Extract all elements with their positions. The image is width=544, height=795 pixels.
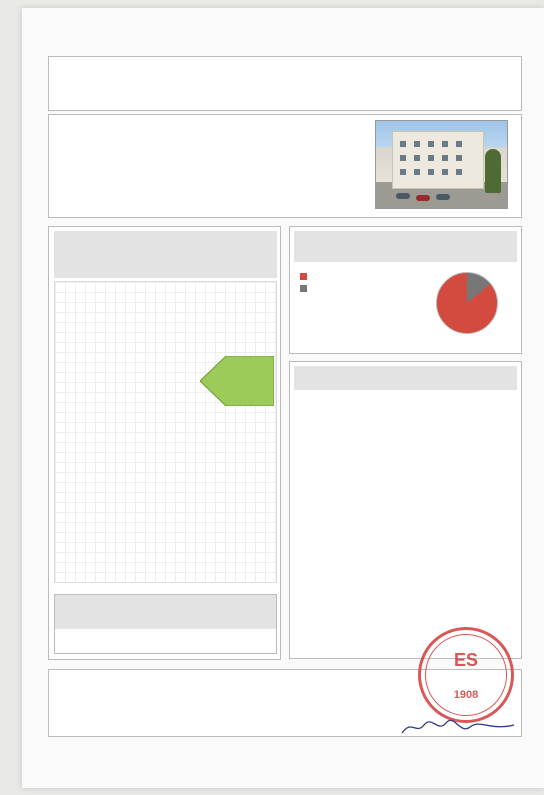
result-arrow xyxy=(200,356,274,406)
legend-item-gas xyxy=(300,273,311,280)
classification-header xyxy=(54,231,277,278)
building-photo xyxy=(375,120,508,209)
indicators-title xyxy=(294,366,517,390)
building-info xyxy=(48,114,522,218)
classification-scale xyxy=(54,281,277,583)
distribution-title xyxy=(294,231,517,237)
signature xyxy=(398,715,518,739)
specialist-stamp: ES 1908 xyxy=(418,627,514,723)
legend-item-electricity xyxy=(300,285,311,292)
indicators-panel xyxy=(289,361,522,659)
title-box xyxy=(48,56,522,111)
classification-panel xyxy=(48,226,281,660)
distribution-panel xyxy=(289,226,522,354)
requirements-box xyxy=(54,594,277,654)
distribution-pie xyxy=(436,272,498,334)
requirements-title xyxy=(55,595,276,629)
